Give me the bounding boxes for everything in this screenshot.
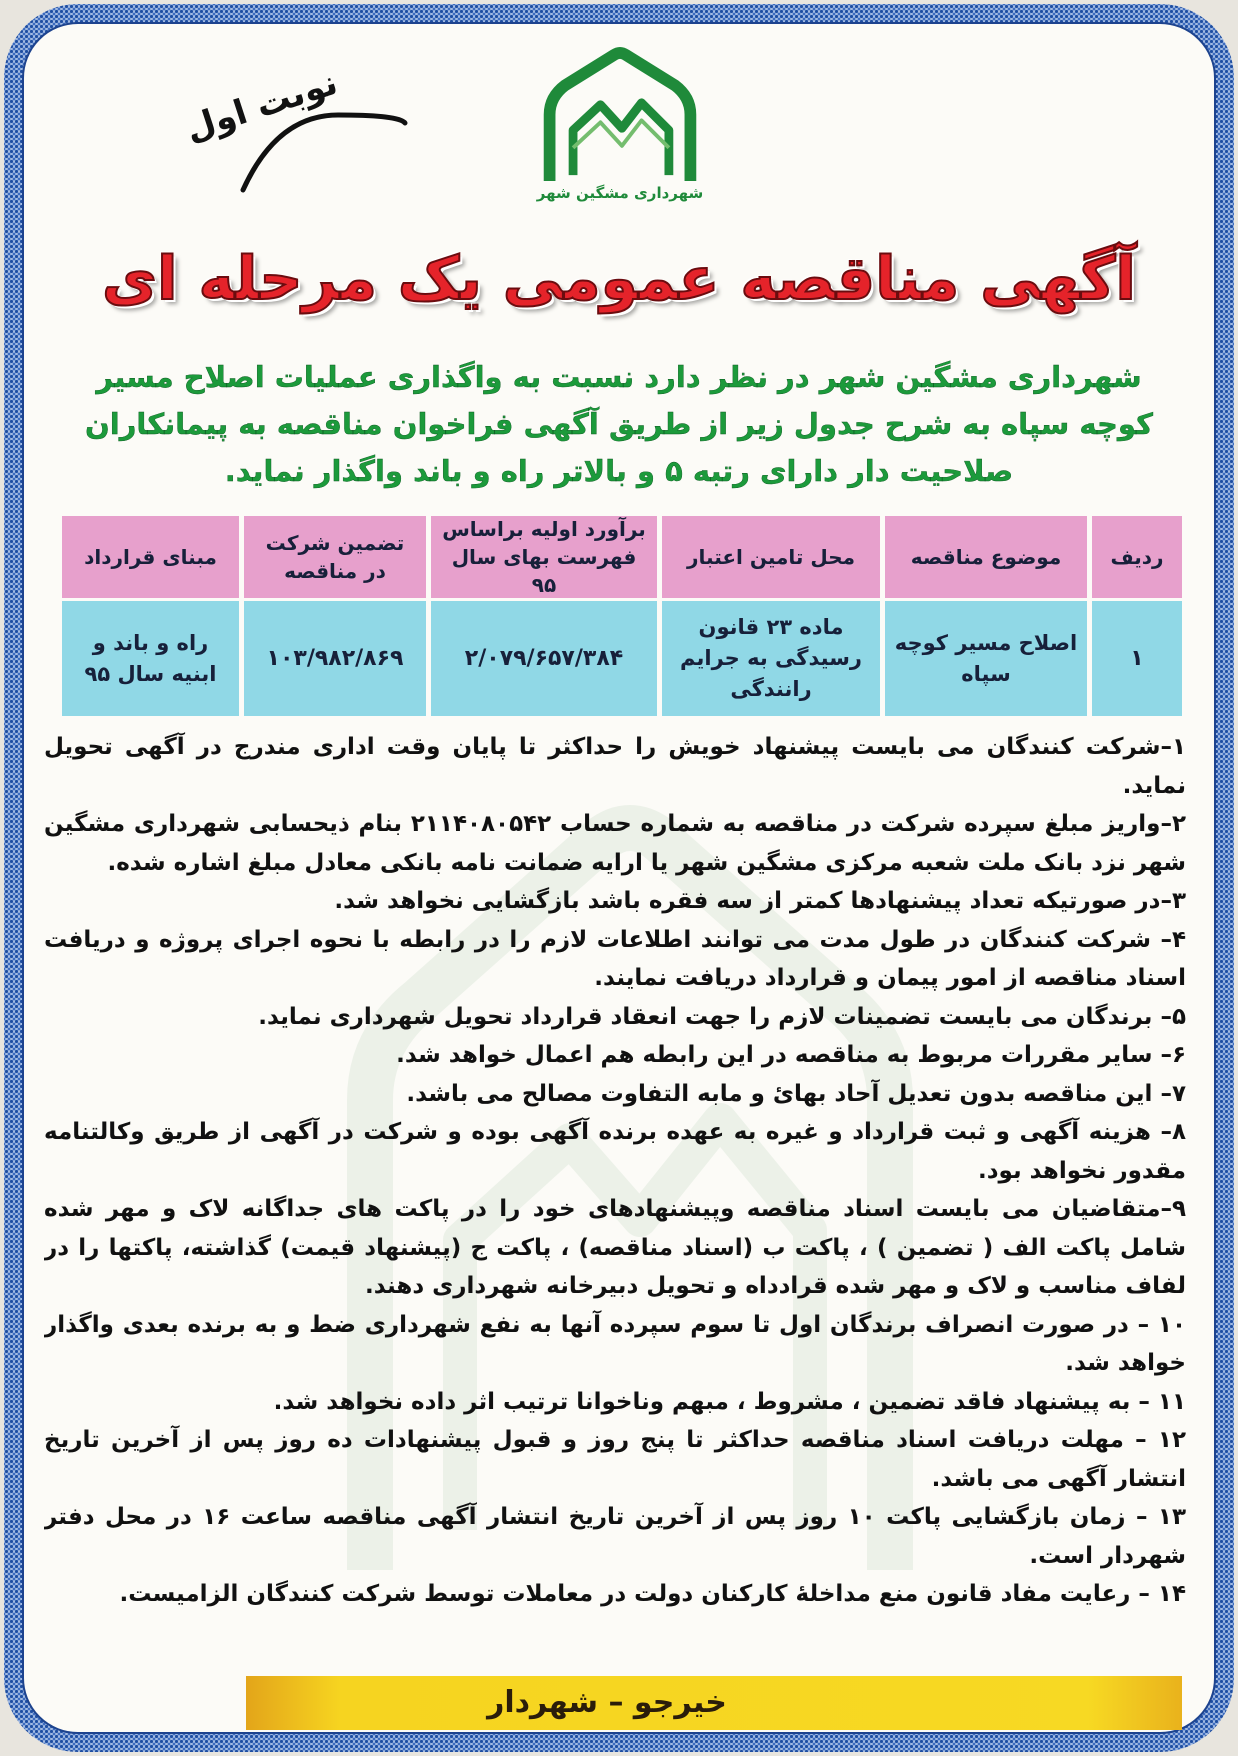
table-cell-guarantee: ۱۰۳/۹۸۲/۸۶۹: [244, 601, 426, 716]
intro-paragraph: [50, 354, 1188, 495]
handwritten-underline: [222, 100, 422, 200]
signature-band: [246, 1676, 1182, 1730]
mayor-signature: خیرجو – شهردار: [487, 1685, 727, 1720]
table-header-guarantee: تضمین شرکت در مناقصه: [244, 516, 426, 598]
handwritten-note: نوبت اول: [180, 62, 343, 150]
condition-item: ۱۰ – در صورت انصراف برندگان اول تا سوم سپرده آنها به نفع شهرداری ضط و به برنده بعدی واگذار خواهد شد.: [44, 1311, 1186, 1376]
municipality-logo-icon: [532, 46, 708, 188]
condition-item: ۸– هزینه آگهی و ثبت قرارداد و غیره به عهده برنده آگهی بوده و شرکت در آگهی از طریق وکالتنامه مقدور نخواهد بود.: [44, 1119, 1186, 1184]
logo-caption: شهرداری مشگین شهر: [536, 184, 704, 202]
condition-item: ۷– این مناقصه بدون تعدیل آحاد بهائ و مابه التفاوت مصالح می باشد.: [406, 1080, 1186, 1107]
tender-table: [62, 516, 1182, 716]
table-cell-estimate: ۲/۰۷۹/۶۵۷/۳۸۴: [431, 601, 657, 716]
condition-item: ۱۴ – رعایت مفاد قانون منع مداخلهٔ کارکنان دولت در معاملات توسط شرکت کنندگان الزامیست.: [119, 1581, 1186, 1607]
table-header-estimate: برآورد اولیه براساس فهرست بهای سال ۹۵: [431, 516, 657, 598]
table-cell-contract-basis: راه و باند و ابنیه سال ۹۵: [62, 601, 239, 716]
notice-title: آگهی مناقصه عمومی یک مرحله ای: [102, 244, 1136, 314]
table-cell-funding-source: ماده ۲۳ قانون رسیدگی به جرایم رانندگی: [662, 601, 880, 716]
table-cell-row-number: ۱: [1092, 601, 1182, 716]
intro-line: کوچه سپاه به شرح جدول زیر از طریق آگهی فراخوان مناقصه به پیمانکاران: [85, 407, 1153, 441]
logo-mountain: [573, 103, 669, 175]
conditions-list: [44, 728, 1186, 1666]
condition-item: ۵– برندگان می بایست تضمینات لازم را جهت انعقاد قرارداد تحویل شهرداری نماید.: [258, 1003, 1186, 1030]
condition-item: ۱۲ – مهلت دریافت اسناد مناقصه حداکثر تا پنج روز و قبول پیشنهادات ده روز پس از آخرین تاریخ انتشار آگهی می باشد.: [44, 1427, 1186, 1492]
table-header-subject: موضوع مناقصه: [885, 516, 1087, 598]
intro-line: شهرداری مشگین شهر در نظر دارد نسبت به واگذاری عملیات اصلاح مسیر: [96, 360, 1142, 394]
condition-item: ۲–واریز مبلغ سپرده شرکت در مناقصه به شماره حساب ۲۱۱۴۰۸۰۵۴۲ بنام ذیحسابی شهرداری مشگین شهر نزد بانک ملت شعبه مرکزی مشگین شهر یا ارایه ضمانت نامه بانکی معادل مبلغ اشاره شده.: [44, 811, 1186, 876]
table-header-row-number: ردیف: [1092, 516, 1182, 598]
condition-item: ۴– شرکت کنندگان در طول مدت می توانند اطلاعات لازم را در رابطه با نحوه اجرای پروژه و دریافت اسناد مناقصه از امور پیمان و قرارداد دریافت نمایند.: [44, 926, 1186, 991]
condition-item: ۹–متقاضیان می بایست اسناد مناقصه وپیشنهادهای خود را در پاکت های جداگانه لاک و مهر شده شامل پاکت الف ( تضمین ) ، پاکت ب (اسناد مناقصه) ، پاکت ج (پیشنهاد قیمت) گذاشته، پاکتها را در لفاف مناسب و لاک و مهر شده قرادداه و تحویل دبیرخانه شهرداری دهند.: [44, 1196, 1186, 1299]
intro-line: صلاحیت دار دارای رتبه ۵ و بالاتر راه و باند واگذار نماید.: [224, 454, 1014, 488]
condition-item: ۱۳ – زمان بازگشایی پاکت ۱۰ روز پس از آخرین تاریخ انتشار آگهی مناقصه ساعت ۱۶ در محل دفتر شهردار است.: [44, 1504, 1186, 1569]
table-header-funding-source: محل تامین اعتبار: [662, 516, 880, 598]
condition-item: ۳–در صورتیکه تعداد پیشنهادها کمتر از سه فقره باشد بازگشایی نخواهد شد.: [334, 888, 1186, 914]
condition-item: ۱–شرکت کنندگان می بایست پیشنهاد خویش را حداکثر تا پایان وقت اداری مندرج در آگهی تحویل نماید.: [44, 734, 1186, 799]
condition-item: ۶– سایر مقررات مربوط به مناقصه در این رابطه هم اعمال خواهد شد.: [396, 1042, 1186, 1068]
table-header-contract-basis: مبنای قرارداد: [62, 516, 239, 598]
condition-item: ۱۱ – به پیشنهاد فاقد تضمین ، مشروط ، مبهم وناخوانا ترتیب اثر داده نخواهد شد.: [273, 1388, 1186, 1415]
table-cell-subject: اصلاح مسیر کوچه سپاه: [885, 601, 1087, 716]
